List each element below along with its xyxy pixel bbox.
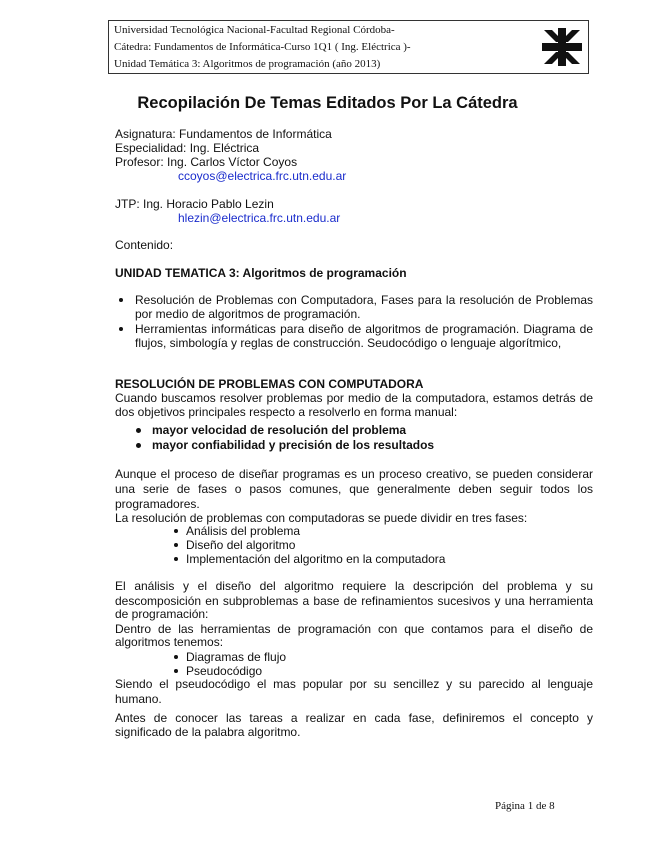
- page-title: Recopilación De Temas Editados Por La Cátedra: [137, 94, 518, 112]
- section-heading: RESOLUCIÓN DE PROBLEMAS CON COMPUTADORA: [115, 377, 424, 391]
- utn-logo-bar: [542, 43, 582, 51]
- header-university: Universidad Tecnológica Nacional-Facultad Regional Córdoba-: [114, 24, 395, 36]
- para3-line1: Dentro de las herramientas de programación con que contamos para el diseño de: [115, 622, 593, 636]
- unit-heading: UNIDAD TEMATICA 3: Algoritmos de programación: [115, 266, 407, 280]
- para3-line2: algoritmos tenemos:: [115, 635, 224, 649]
- info-contenido: Contenido:: [115, 238, 174, 252]
- objective-2: mayor confiabilidad y precisión de los resultados: [152, 438, 435, 452]
- section-intro-line2: dos objetivos principales respecto a resolverlo en forma manual:: [115, 405, 458, 419]
- phase-2: Diseño del algoritmo: [186, 538, 296, 552]
- unit-item-2-line2: flujos, simbología y reglas de construcción. Seudocódigo o lenguaje algorítmico,: [135, 336, 562, 350]
- para4-line2: humano.: [115, 692, 162, 706]
- objective-1: mayor velocidad de resolución del problema: [152, 423, 407, 437]
- header-unit: Unidad Temática 3: Algoritmos de programación (año 2013): [114, 58, 381, 70]
- utn-logo-arm-br: [564, 52, 580, 64]
- unit-item-1-line1: Resolución de Problemas con Computadora, Fases para la resolución de Problemas: [135, 293, 593, 307]
- utn-logo-arm-tl: [544, 30, 560, 42]
- para2-line1: El análisis y el diseño del algoritmo requiere la descripción del problema y su: [115, 579, 593, 593]
- para4-line1: Siendo el pseudocódigo el mas popular por su sencillez y su parecido al lenguaje: [115, 677, 593, 691]
- info-asignatura: Asignatura: Fundamentos de Informática: [115, 127, 332, 141]
- para2-line2: descomposición en subproblemas a base de refinamientos sucesivos y una herramienta: [115, 594, 593, 608]
- utn-logo-arm-tr: [564, 30, 580, 42]
- para5-line2: significado de la palabra algoritmo.: [115, 725, 301, 739]
- bullet-icon: [174, 655, 178, 659]
- bullet-icon: [174, 543, 178, 547]
- bullet-icon: [174, 529, 178, 533]
- header-course: Cátedra: Fundamentos de Informática-Curso 1Q1 ( Ing. Eléctrica )-: [114, 41, 411, 53]
- para2-line3: de programación:: [115, 607, 209, 621]
- bullet-icon: [174, 669, 178, 673]
- tool-1: Diagramas de flujo: [186, 650, 287, 664]
- bullet-icon: [136, 443, 141, 448]
- para5-line1: Antes de conocer las tareas a realizar en cada fase, definiremos el concepto y: [115, 711, 593, 725]
- bullet-icon: [174, 557, 178, 561]
- profesor-email-link[interactable]: ccoyos@electrica.frc.utn.edu.ar: [178, 169, 347, 183]
- phase-1: Análisis del problema: [186, 524, 301, 538]
- phase-3: Implementación del algoritmo en la computadora: [186, 552, 446, 566]
- utn-logo: [542, 28, 582, 66]
- para1-line3: programadores.: [115, 497, 200, 511]
- info-jtp: JTP: Ing. Horacio Pablo Lezin: [115, 197, 274, 211]
- utn-logo-arm-bl: [544, 52, 560, 64]
- unit-item-2-line1: Herramientas informáticas para diseño de algoritmos de programación. Diagrama de: [135, 322, 593, 336]
- para1-line1: Aunque el proceso de diseñar programas es un proceso creativo, se pueden considerar: [115, 467, 593, 481]
- bullet-icon: [136, 428, 141, 433]
- info-especialidad: Especialidad: Ing. Eléctrica: [115, 141, 260, 155]
- bullet-icon: [119, 327, 123, 331]
- document-header: [108, 20, 589, 74]
- bullet-icon: [119, 298, 123, 302]
- section-intro-line1: Cuando buscamos resolver problemas por medio de la computadora, estamos detrás de: [115, 391, 593, 405]
- para1-line2: una serie de fases o pasos comunes, que generalmente deben seguir todos los: [115, 482, 593, 496]
- unit-item-1-line2: por medio de algoritmos de programación.: [135, 307, 361, 321]
- page-number: Página 1 de 8: [495, 800, 555, 812]
- jtp-email-link[interactable]: hlezin@electrica.frc.utn.edu.ar: [178, 211, 341, 225]
- phases-intro: La resolución de problemas con computadoras se puede dividir en tres fases:: [115, 511, 528, 525]
- info-profesor: Profesor: Ing. Carlos Víctor Coyos: [115, 155, 298, 169]
- tool-2: Pseudocódigo: [186, 664, 263, 678]
